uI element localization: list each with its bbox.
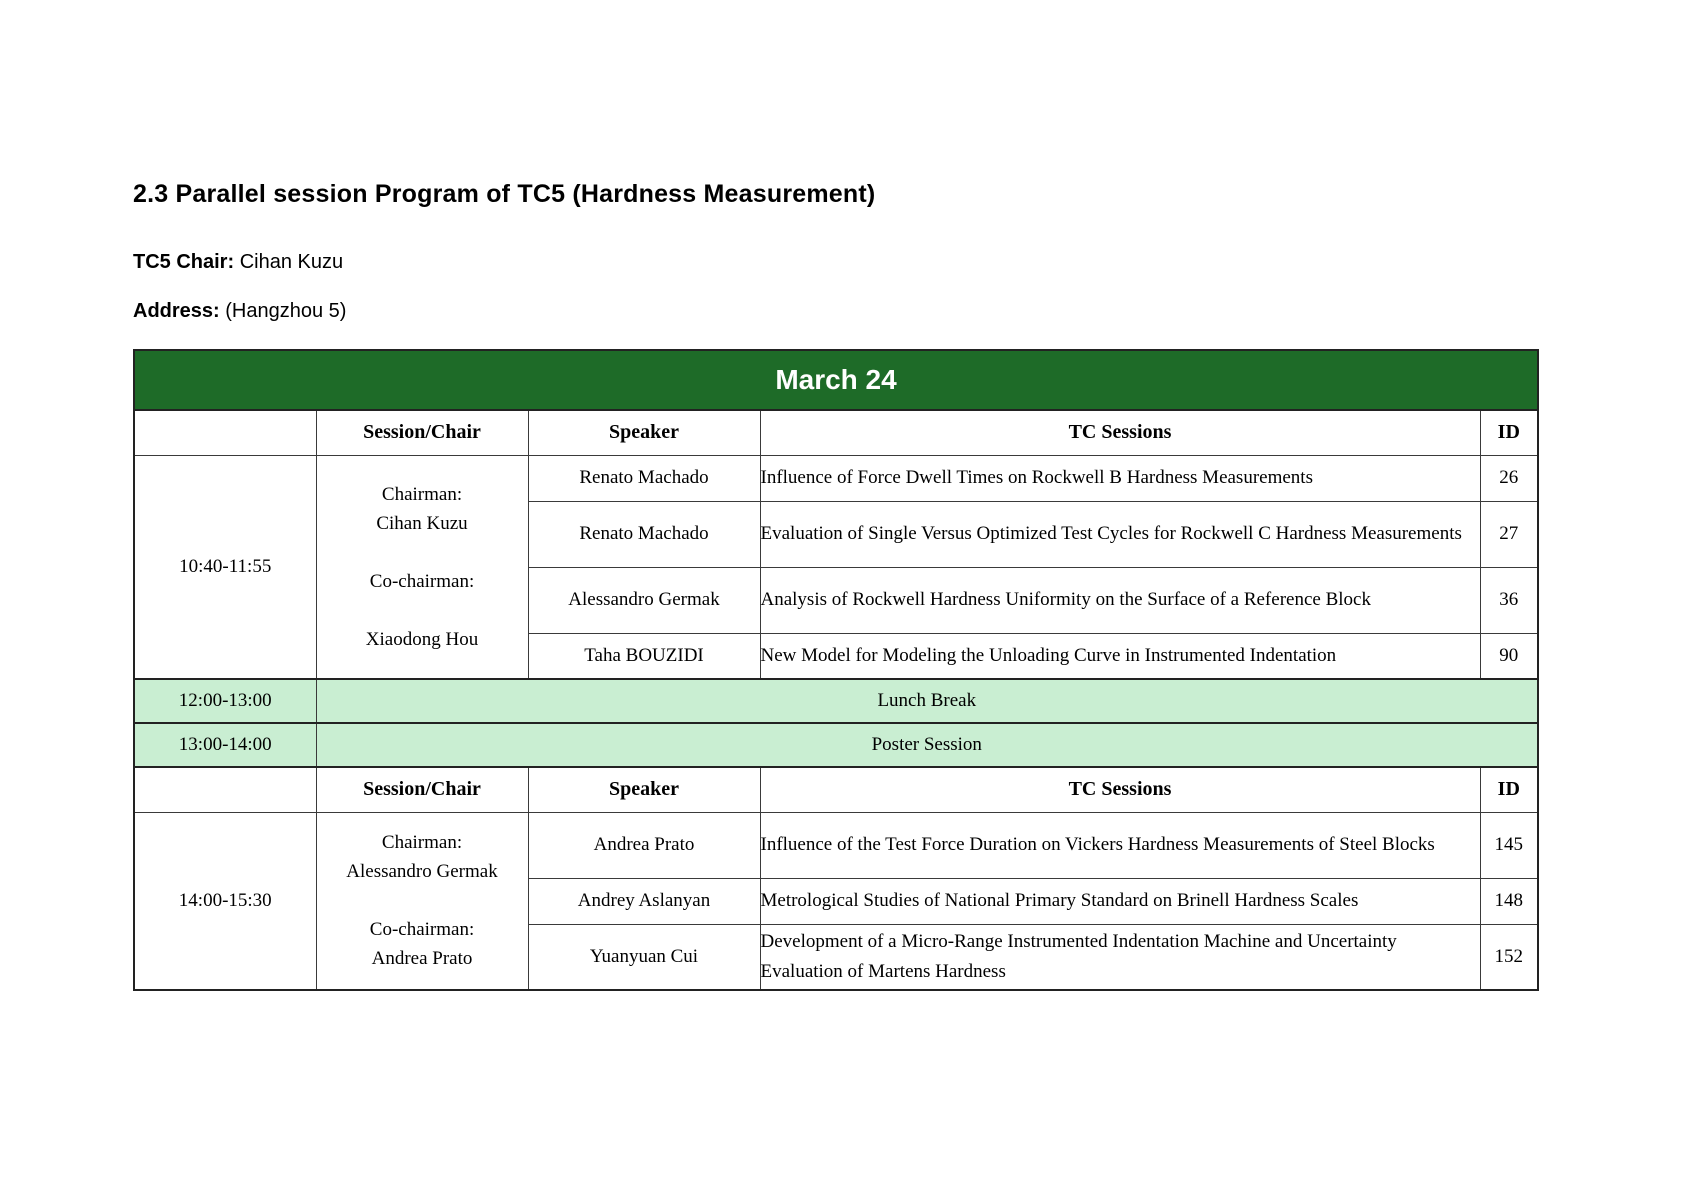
id-cell: 27	[1480, 501, 1538, 567]
page-title: 2.3 Parallel session Program of TC5 (Hardness Measurement)	[133, 180, 876, 208]
column-header-session-chair: Session/Chair	[316, 410, 528, 455]
chair-line: Xiaodong Hou	[365, 628, 479, 650]
chair-line: Chairman:	[381, 832, 463, 854]
chair-line: Andrea Prato	[371, 948, 473, 970]
chair-line	[317, 596, 528, 625]
id-cell: 152	[1480, 924, 1538, 990]
id-cell: 145	[1480, 812, 1538, 878]
speaker-cell: Taha BOUZIDI	[528, 633, 760, 679]
session-title-cell: Evaluation of Single Versus Optimized Test Cycles for Rockwell C Hardness Measurements	[760, 501, 1480, 567]
speaker-cell: Andrea Prato	[528, 812, 760, 878]
address-label: Address:	[133, 300, 220, 322]
address-line	[133, 300, 1683, 323]
id-cell: 36	[1480, 567, 1538, 633]
break-label-cell: Lunch Break	[316, 679, 1538, 723]
chair-line: Alessandro Germak	[346, 861, 498, 883]
time-cell: 14:00-15:30	[134, 812, 316, 990]
column-header-blank	[134, 410, 316, 455]
column-header-tc-sessions: TC Sessions	[760, 767, 1480, 812]
speaker-cell: Andrey Aslanyan	[528, 878, 760, 924]
speaker-cell: Renato Machado	[528, 455, 760, 501]
address-value: (Hangzhou 5)	[225, 300, 347, 322]
break-label-cell: Poster Session	[316, 723, 1538, 767]
chair-line	[317, 538, 528, 567]
column-header-speaker: Speaker	[528, 767, 760, 812]
table-row	[134, 812, 1538, 878]
date-banner: March 24	[134, 350, 1538, 410]
date-banner-row	[134, 350, 1538, 410]
session-title-cell: Metrological Studies of National Primary Standard on Brinell Hardness Scales	[760, 878, 1480, 924]
break-row	[134, 679, 1538, 723]
chair-line: Co-chairman:	[369, 919, 475, 941]
id-cell: 148	[1480, 878, 1538, 924]
break-time-cell: 13:00-14:00	[134, 723, 316, 767]
chair-line: Co-chairman:	[369, 570, 475, 592]
tc5-chair-line	[133, 251, 1683, 274]
session-title-cell: Development of a Micro-Range Instrumented Indentation Machine and Uncertainty Evaluation of Martens Hardness	[760, 924, 1480, 990]
column-header-row-2	[134, 767, 1538, 812]
break-row	[134, 723, 1538, 767]
speaker-cell: Renato Machado	[528, 501, 760, 567]
id-cell: 90	[1480, 633, 1538, 679]
column-header-id: ID	[1480, 410, 1538, 455]
chair-line: Chairman:	[381, 483, 463, 505]
column-header-id: ID	[1480, 767, 1538, 812]
column-header-tc-sessions: TC Sessions	[760, 410, 1480, 455]
column-header-row-1	[134, 410, 1538, 455]
speaker-cell: Yuanyuan Cui	[528, 924, 760, 990]
tc5-chair-label: TC5 Chair:	[133, 251, 235, 273]
chair-line	[317, 886, 528, 915]
column-header-session-chair: Session/Chair	[316, 767, 528, 812]
table-row	[134, 455, 1538, 501]
break-time-cell: 12:00-13:00	[134, 679, 316, 723]
session-title-cell: New Model for Modeling the Unloading Curve in Instrumented Indentation	[760, 633, 1480, 679]
speaker-cell: Alessandro Germak	[528, 567, 760, 633]
column-header-blank	[134, 767, 316, 812]
id-cell: 26	[1480, 455, 1538, 501]
time-cell: 10:40-11:55	[134, 455, 316, 679]
session-title-cell: Analysis of Rockwell Hardness Uniformity on the Surface of a Reference Block	[760, 567, 1480, 633]
program-table	[133, 349, 1539, 991]
column-header-speaker: Speaker	[528, 410, 760, 455]
chair-line: Cihan Kuzu	[376, 512, 468, 534]
session-title-cell: Influence of the Test Force Duration on Vickers Hardness Measurements of Steel Blocks	[760, 812, 1480, 878]
session-title-cell: Influence of Force Dwell Times on Rockwell B Hardness Measurements	[760, 455, 1480, 501]
chair-cell	[316, 812, 528, 990]
chair-cell	[316, 455, 528, 679]
tc5-chair-value: Cihan Kuzu	[239, 251, 344, 273]
